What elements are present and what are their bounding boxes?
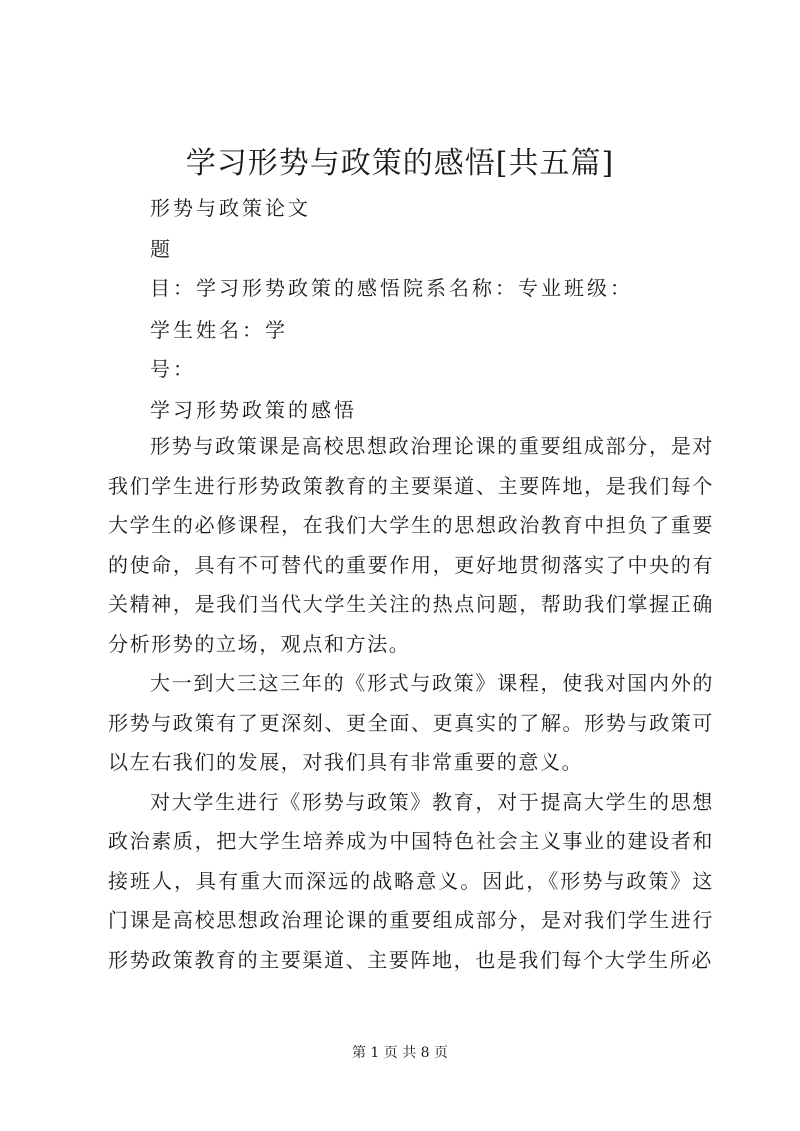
- paragraph: 形势与政策课是高校思想政治理论课的重要组成部分，是对我们学生进行形势政策教育的主要渠道、主要阵地，是我们每个大学生的必修课程，在我们大学生的思想政治教育中担负了重要的使命，具有不可替代的重要作用，更好地贯彻落实了中央的有关精神，是我们当代大学生关注的热点问题，帮助我们掌握正确分析形势的立场，观点和方法。: [108, 434, 714, 656]
- header-line-topic-dept-class: 目：学习形势政策的感悟院系名称：专业班级：: [150, 276, 633, 300]
- section-heading: 学习形势政策的感悟: [150, 398, 357, 422]
- paragraph: 大一到大三这三年的《形式与政策》课程，使我对国内外的形势与政策有了更深刻、更全面、更真实的了解。形势与政策可以左右我们的发展，对我们具有非常重要的意义。: [108, 671, 714, 774]
- body-text: [108, 427, 714, 980]
- header-line-student-name: 学生姓名：学: [150, 318, 288, 342]
- page-footer: 第 1 页 共 8 页: [351, 1045, 449, 1061]
- header-line-title-label: 题: [150, 237, 173, 261]
- header-line-thesis-type: 形势与政策论文: [150, 196, 311, 220]
- document-title: 学习形势与政策的感悟[共五篇]: [185, 146, 615, 181]
- header-line-student-number: 号：: [150, 357, 196, 381]
- paragraph: 对大学生进行《形势与政策》教育，对于提高大学生的思想政治素质，把大学生培养成为中国特色社会主义事业的建设者和接班人，具有重大而深远的战略意义。因此，《形势与政策》这门课是高校思想政治理论课的重要组成部分，是对我们学生进行形势政策教育的主要渠道、主要阵地，也是我们每个大学生所必: [108, 789, 714, 972]
